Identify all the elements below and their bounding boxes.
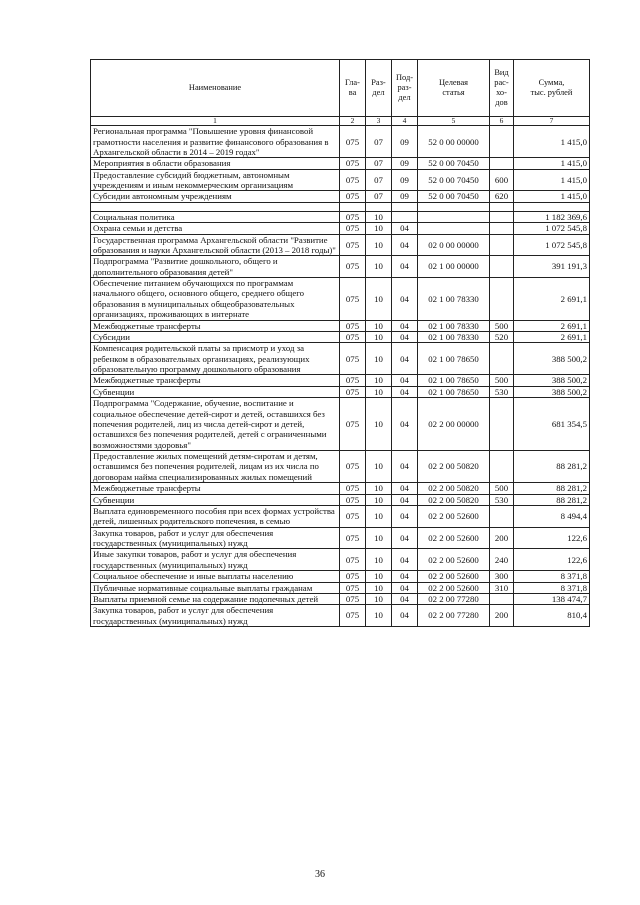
cell-vid bbox=[490, 223, 514, 234]
cell-razdel: 10 bbox=[366, 343, 392, 375]
cell-podrazdel: 09 bbox=[392, 169, 418, 191]
cell-tselevaya: 52 0 00 00000 bbox=[418, 126, 490, 158]
cell-summa: 8 371,8 bbox=[514, 582, 590, 593]
cell-podrazdel: 04 bbox=[392, 398, 418, 451]
cell-summa: 388 500,2 bbox=[514, 386, 590, 397]
cell-razdel: 07 bbox=[366, 191, 392, 202]
cell-summa: 810,4 bbox=[514, 605, 590, 627]
cell-glava: 075 bbox=[340, 375, 366, 386]
cell-razdel: 10 bbox=[366, 605, 392, 627]
column-number: 1 bbox=[91, 117, 340, 126]
cell-razdel: 10 bbox=[366, 593, 392, 604]
cell-summa: 88 281,2 bbox=[514, 494, 590, 505]
table-row bbox=[91, 549, 590, 571]
cell-razdel: 10 bbox=[366, 571, 392, 582]
cell-podrazdel: 04 bbox=[392, 451, 418, 483]
cell-razdel: 10 bbox=[366, 549, 392, 571]
column-number: 6 bbox=[490, 117, 514, 126]
cell-podrazdel: 04 bbox=[392, 605, 418, 627]
column-number-row bbox=[91, 117, 590, 126]
cell-glava: 075 bbox=[340, 398, 366, 451]
cell-tselevaya: 02 1 00 78330 bbox=[418, 278, 490, 321]
table-row bbox=[91, 571, 590, 582]
cell-name: Выплата единовременного пособия при всех формах устройства детей, лишенных родительского попечения, в семью bbox=[91, 505, 340, 527]
cell-glava: 075 bbox=[340, 191, 366, 202]
table-row bbox=[91, 278, 590, 321]
cell-razdel: 10 bbox=[366, 386, 392, 397]
cell-podrazdel: 04 bbox=[392, 593, 418, 604]
cell-glava: 075 bbox=[340, 593, 366, 604]
cell-tselevaya: 02 2 00 50820 bbox=[418, 494, 490, 505]
cell-glava: 075 bbox=[340, 605, 366, 627]
cell-podrazdel: 09 bbox=[392, 191, 418, 202]
cell-glava: 075 bbox=[340, 527, 366, 549]
cell-razdel: 10 bbox=[366, 320, 392, 331]
cell-name: Мероприятия в области образования bbox=[91, 158, 340, 169]
table-row bbox=[91, 582, 590, 593]
cell-glava: 075 bbox=[340, 582, 366, 593]
cell-name: Государственная программа Архангельской области "Развитие образования и науки Архангельской области (2013 – 2018 годы)" bbox=[91, 234, 340, 256]
cell-name: Иные закупки товаров, работ и услуг для обеспечения государственных (муниципальных) нужд bbox=[91, 549, 340, 571]
cell-vid bbox=[490, 451, 514, 483]
cell-tselevaya bbox=[418, 223, 490, 234]
cell-name: Субвенции bbox=[91, 386, 340, 397]
cell-glava: 075 bbox=[340, 223, 366, 234]
cell-tselevaya: 02 2 00 52600 bbox=[418, 571, 490, 582]
cell-tselevaya: 02 2 00 52600 bbox=[418, 582, 490, 593]
cell-podrazdel: 04 bbox=[392, 375, 418, 386]
cell-podrazdel: 04 bbox=[392, 582, 418, 593]
cell-razdel: 10 bbox=[366, 582, 392, 593]
cell-name: Выплаты приемной семье на содержание подопечных детей bbox=[91, 593, 340, 604]
table-row bbox=[91, 527, 590, 549]
cell-summa: 122,6 bbox=[514, 527, 590, 549]
cell-tselevaya: 52 0 00 70450 bbox=[418, 158, 490, 169]
cell-razdel: 10 bbox=[366, 331, 392, 342]
cell-tselevaya: 02 1 00 78330 bbox=[418, 320, 490, 331]
table-row bbox=[91, 223, 590, 234]
cell-summa: 681 354,5 bbox=[514, 398, 590, 451]
column-number: 2 bbox=[340, 117, 366, 126]
cell-summa: 1 415,0 bbox=[514, 158, 590, 169]
column-number: 7 bbox=[514, 117, 590, 126]
cell-summa: 1 072 545,8 bbox=[514, 223, 590, 234]
cell-name: Закупка товаров, работ и услуг для обеспечения государственных (муниципальных) нужд bbox=[91, 527, 340, 549]
header-row bbox=[91, 60, 590, 117]
cell-summa: 1 415,0 bbox=[514, 169, 590, 191]
cell-glava: 075 bbox=[340, 211, 366, 222]
table-row bbox=[91, 191, 590, 202]
cell-vid bbox=[490, 343, 514, 375]
table-row bbox=[91, 605, 590, 627]
cell-podrazdel: 04 bbox=[392, 483, 418, 494]
cell-glava: 075 bbox=[340, 234, 366, 256]
cell-podrazdel: 04 bbox=[392, 549, 418, 571]
cell-razdel: 07 bbox=[366, 126, 392, 158]
cell-summa: 2 691,1 bbox=[514, 331, 590, 342]
cell-vid bbox=[490, 256, 514, 278]
cell-glava: 075 bbox=[340, 343, 366, 375]
cell-name: Субсидии автономным учреждениям bbox=[91, 191, 340, 202]
cell-glava: 075 bbox=[340, 451, 366, 483]
cell-vid: 500 bbox=[490, 375, 514, 386]
cell-name: Предоставление субсидий бюджетным, автономным учреждениям и иным некоммерческим организациям bbox=[91, 169, 340, 191]
cell-vid: 620 bbox=[490, 191, 514, 202]
cell-tselevaya: 02 2 00 50820 bbox=[418, 483, 490, 494]
table-row bbox=[91, 343, 590, 375]
cell-vid: 500 bbox=[490, 320, 514, 331]
cell-name: Подпрограмма "Развитие дошкольного, общего и дополнительного образования детей" bbox=[91, 256, 340, 278]
cell-vid: 520 bbox=[490, 331, 514, 342]
cell-summa: 8 494,4 bbox=[514, 505, 590, 527]
cell-vid: 500 bbox=[490, 483, 514, 494]
cell-tselevaya bbox=[418, 211, 490, 222]
cell-tselevaya: 02 1 00 00000 bbox=[418, 256, 490, 278]
cell-name: Региональная программа "Повышение уровня финансовой грамотности населения и развитие финансового образования в Архангельской области в 2014 – 2019 годах" bbox=[91, 126, 340, 158]
cell-podrazdel: 04 bbox=[392, 256, 418, 278]
cell-podrazdel: 04 bbox=[392, 223, 418, 234]
cell-summa: 1 415,0 bbox=[514, 191, 590, 202]
table-row bbox=[91, 211, 590, 222]
table-separator bbox=[91, 202, 590, 211]
cell-name: Компенсация родительской платы за присмотр и уход за ребенком в образовательных организациях, реализующих образовательную программу дошкольного образования bbox=[91, 343, 340, 375]
table-row bbox=[91, 593, 590, 604]
cell-vid bbox=[490, 126, 514, 158]
cell-vid bbox=[490, 593, 514, 604]
cell-name: Субвенции bbox=[91, 494, 340, 505]
cell-summa: 388 500,2 bbox=[514, 375, 590, 386]
header-name: Наименование bbox=[91, 60, 340, 117]
cell-summa: 138 474,7 bbox=[514, 593, 590, 604]
cell-vid: 240 bbox=[490, 549, 514, 571]
cell-glava: 075 bbox=[340, 320, 366, 331]
header-summa: Сумма, тыс. рублей bbox=[514, 60, 590, 117]
cell-glava: 075 bbox=[340, 549, 366, 571]
cell-razdel: 07 bbox=[366, 169, 392, 191]
cell-tselevaya: 02 2 00 77280 bbox=[418, 593, 490, 604]
cell-glava: 075 bbox=[340, 256, 366, 278]
cell-tselevaya: 02 1 00 78330 bbox=[418, 331, 490, 342]
table-row bbox=[91, 234, 590, 256]
cell-razdel: 10 bbox=[366, 223, 392, 234]
cell-glava: 075 bbox=[340, 278, 366, 321]
table-row bbox=[91, 398, 590, 451]
cell-podrazdel: 04 bbox=[392, 505, 418, 527]
cell-name: Межбюджетные трансферты bbox=[91, 375, 340, 386]
cell-tselevaya: 02 2 00 50820 bbox=[418, 451, 490, 483]
cell-podrazdel: 04 bbox=[392, 386, 418, 397]
cell-podrazdel: 04 bbox=[392, 343, 418, 375]
header-glava: Гла- ва bbox=[340, 60, 366, 117]
cell-name: Социальная политика bbox=[91, 211, 340, 222]
cell-vid: 600 bbox=[490, 169, 514, 191]
page-number: 36 bbox=[315, 869, 325, 880]
cell-tselevaya: 02 2 00 00000 bbox=[418, 398, 490, 451]
cell-vid bbox=[490, 398, 514, 451]
cell-tselevaya: 52 0 00 70450 bbox=[418, 191, 490, 202]
column-number: 5 bbox=[418, 117, 490, 126]
cell-glava: 075 bbox=[340, 158, 366, 169]
separator-row bbox=[91, 202, 590, 211]
cell-razdel: 10 bbox=[366, 234, 392, 256]
cell-tselevaya: 02 1 00 78650 bbox=[418, 375, 490, 386]
cell-tselevaya: 02 2 00 77280 bbox=[418, 605, 490, 627]
cell-summa: 2 691,1 bbox=[514, 278, 590, 321]
cell-razdel: 10 bbox=[366, 211, 392, 222]
cell-summa: 391 191,3 bbox=[514, 256, 590, 278]
cell-vid: 200 bbox=[490, 527, 514, 549]
cell-podrazdel: 04 bbox=[392, 527, 418, 549]
cell-name: Межбюджетные трансферты bbox=[91, 483, 340, 494]
table-row bbox=[91, 158, 590, 169]
cell-summa: 122,6 bbox=[514, 549, 590, 571]
table-row bbox=[91, 256, 590, 278]
cell-razdel: 07 bbox=[366, 158, 392, 169]
cell-name: Межбюджетные трансферты bbox=[91, 320, 340, 331]
cell-name: Предоставление жилых помещений детям-сиротам и детям, оставшимся без попечения родителей, лицам из их числа по договорам найма специализированных жилых помещений bbox=[91, 451, 340, 483]
cell-vid bbox=[490, 158, 514, 169]
column-number: 3 bbox=[366, 117, 392, 126]
cell-razdel: 10 bbox=[366, 494, 392, 505]
cell-glava: 075 bbox=[340, 494, 366, 505]
cell-vid bbox=[490, 211, 514, 222]
table-row bbox=[91, 169, 590, 191]
cell-glava: 075 bbox=[340, 169, 366, 191]
cell-summa: 388 500,2 bbox=[514, 343, 590, 375]
cell-tselevaya: 02 2 00 52600 bbox=[418, 505, 490, 527]
cell-glava: 075 bbox=[340, 483, 366, 494]
cell-razdel: 10 bbox=[366, 451, 392, 483]
cell-vid bbox=[490, 278, 514, 321]
table-row bbox=[91, 505, 590, 527]
table-row bbox=[91, 451, 590, 483]
cell-podrazdel bbox=[392, 211, 418, 222]
cell-podrazdel: 04 bbox=[392, 278, 418, 321]
table-row bbox=[91, 126, 590, 158]
cell-summa: 88 281,2 bbox=[514, 451, 590, 483]
cell-name: Субсидии bbox=[91, 331, 340, 342]
cell-tselevaya: 02 0 00 00000 bbox=[418, 234, 490, 256]
table-row bbox=[91, 331, 590, 342]
table-row bbox=[91, 320, 590, 331]
cell-name: Закупка товаров, работ и услуг для обеспечения государственных (муниципальных) нужд bbox=[91, 605, 340, 627]
cell-summa: 88 281,2 bbox=[514, 483, 590, 494]
cell-razdel: 10 bbox=[366, 375, 392, 386]
cell-glava: 075 bbox=[340, 331, 366, 342]
cell-summa: 8 371,8 bbox=[514, 571, 590, 582]
cell-name: Публичные нормативные социальные выплаты гражданам bbox=[91, 582, 340, 593]
header-razdel: Раз- дел bbox=[366, 60, 392, 117]
table-row bbox=[91, 375, 590, 386]
cell-summa: 1 182 369,6 bbox=[514, 211, 590, 222]
cell-razdel: 10 bbox=[366, 527, 392, 549]
cell-glava: 075 bbox=[340, 505, 366, 527]
cell-tselevaya: 02 2 00 52600 bbox=[418, 527, 490, 549]
cell-podrazdel: 09 bbox=[392, 158, 418, 169]
cell-vid: 300 bbox=[490, 571, 514, 582]
cell-tselevaya: 52 0 00 70450 bbox=[418, 169, 490, 191]
cell-podrazdel: 04 bbox=[392, 331, 418, 342]
cell-glava: 075 bbox=[340, 571, 366, 582]
cell-name: Подпрограмма "Содержание, обучение, воспитание и социальное обеспечение детей-сирот и детей, оставшихся без попечения родителей, лиц из числа детей-сирот и детей, оставшихся без попечения родителей, детей с ограниченными возможностями здоровья" bbox=[91, 398, 340, 451]
cell-summa: 2 691,1 bbox=[514, 320, 590, 331]
cell-vid: 530 bbox=[490, 494, 514, 505]
cell-name: Обеспечение питанием обучающихся по программам начального общего, основного общего, среднего общего образования в муниципальных общеобразовательных организациях, проживающих в интернате bbox=[91, 278, 340, 321]
cell-vid bbox=[490, 505, 514, 527]
cell-tselevaya: 02 1 00 78650 bbox=[418, 343, 490, 375]
cell-vid: 530 bbox=[490, 386, 514, 397]
cell-podrazdel: 04 bbox=[392, 234, 418, 256]
cell-summa: 1 415,0 bbox=[514, 126, 590, 158]
table-row bbox=[91, 483, 590, 494]
header-vid: Вид рас- хо- дов bbox=[490, 60, 514, 117]
header-podrazdel: Под- раз- дел bbox=[392, 60, 418, 117]
cell-summa: 1 072 545,8 bbox=[514, 234, 590, 256]
cell-razdel: 10 bbox=[366, 278, 392, 321]
cell-tselevaya: 02 1 00 78650 bbox=[418, 386, 490, 397]
cell-podrazdel: 04 bbox=[392, 494, 418, 505]
cell-razdel: 10 bbox=[366, 398, 392, 451]
table-body-social-policy bbox=[91, 211, 590, 626]
table-row bbox=[91, 386, 590, 397]
cell-name: Социальное обеспечение и иные выплаты населению bbox=[91, 571, 340, 582]
table-row bbox=[91, 494, 590, 505]
cell-vid: 200 bbox=[490, 605, 514, 627]
cell-podrazdel: 04 bbox=[392, 571, 418, 582]
cell-razdel: 10 bbox=[366, 256, 392, 278]
cell-glava: 075 bbox=[340, 386, 366, 397]
budget-table bbox=[90, 59, 590, 627]
cell-razdel: 10 bbox=[366, 505, 392, 527]
cell-vid bbox=[490, 234, 514, 256]
cell-vid: 310 bbox=[490, 582, 514, 593]
table-body-education bbox=[91, 126, 590, 203]
cell-tselevaya: 02 2 00 52600 bbox=[418, 549, 490, 571]
column-number: 4 bbox=[392, 117, 418, 126]
header-tselevaya: Целевая статья bbox=[418, 60, 490, 117]
cell-podrazdel: 04 bbox=[392, 320, 418, 331]
cell-glava: 075 bbox=[340, 126, 366, 158]
cell-podrazdel: 09 bbox=[392, 126, 418, 158]
cell-name: Охрана семьи и детства bbox=[91, 223, 340, 234]
cell-razdel: 10 bbox=[366, 483, 392, 494]
